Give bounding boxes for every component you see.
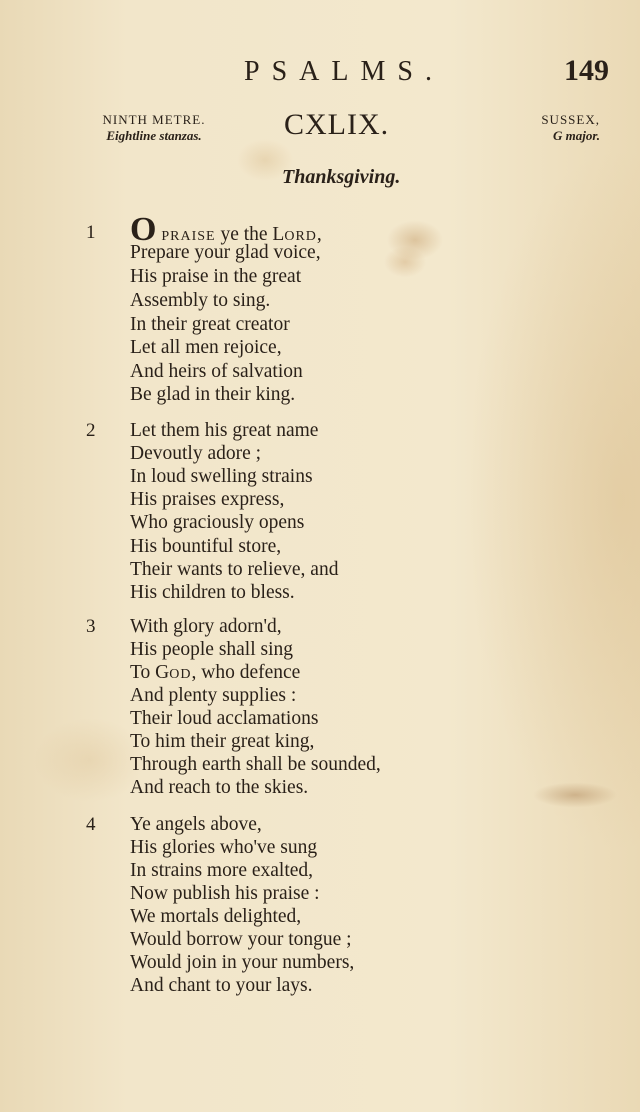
stanza-line: To him their great king, (130, 731, 315, 752)
tune-note (500, 112, 600, 144)
stanza-line: In loud swelling strains (130, 466, 313, 487)
stanza-line: And heirs of salvation (130, 361, 303, 382)
stanza-line: Devoutly adore ; (130, 443, 262, 464)
stanza-line: His children to bless. (130, 582, 295, 603)
line-text: ye the (215, 224, 273, 245)
line-punct: , (316, 224, 322, 245)
stanza-line: Let all men rejoice, (130, 337, 282, 358)
stanza-line: We mortals delighted, (130, 906, 302, 927)
stanza-line: His glories who've sung (130, 837, 318, 858)
stanza-line: Be glad in their king. (130, 384, 296, 405)
stanza-line: Let them his great name (130, 420, 319, 441)
stanza-number: 1 (86, 222, 96, 243)
stanza-line: Their wants to relieve, and (130, 559, 339, 580)
stanza-number: 4 (86, 814, 96, 835)
drop-initial: O (130, 211, 157, 248)
stanza-line: Prepare your glad voice, (130, 242, 321, 263)
stanza-line: Would join in your numbers, (130, 952, 355, 973)
tune-name: SUSSEX, (541, 112, 600, 127)
god-small-caps: OD (169, 667, 192, 682)
stanza-line: Through earth shall be sounded, (130, 754, 381, 775)
line-suffix: , who defence (191, 662, 301, 683)
tune-key: G major. (553, 128, 600, 143)
stanza-line: Who graciously opens (130, 512, 305, 533)
line-prefix: To G (130, 662, 170, 683)
page-number: 149 (564, 54, 609, 87)
stanza-line: Ye angels above, (130, 814, 262, 835)
stanza-line: His bountiful store, (130, 536, 282, 557)
stanza-line: In strains more exalted, (130, 860, 314, 881)
stanza-line: Their loud acclamations (130, 708, 319, 729)
stanza-line: Would borrow your tongue ; (130, 929, 352, 950)
stanza-line: His people shall sing (130, 639, 294, 660)
stanza-line: His praises express, (130, 489, 285, 510)
running-head: PSALMS. (244, 56, 444, 87)
stanza-line: Assembly to sing. (130, 290, 271, 311)
stanza-form-label: Eightline stanzas. (106, 128, 202, 143)
stanza-line: And chant to your lays. (130, 975, 313, 996)
stanza-line: And reach to the skies. (130, 777, 309, 798)
stanza-number: 2 (86, 420, 96, 441)
stanza-line: Now publish his praise : (130, 883, 320, 904)
stanza-line: His praise in the great (130, 266, 302, 287)
stanza-line: In their great creator (130, 314, 290, 335)
stanza-line: And plenty supplies : (130, 685, 297, 706)
psalm-number: CXLIX. (284, 108, 390, 141)
metre-note (84, 112, 224, 144)
stanza-line: With glory adorn'd, (130, 616, 282, 637)
lord-initial: L (272, 224, 285, 245)
metre-label: NINTH METRE. (102, 112, 206, 127)
stanza-number: 3 (86, 616, 96, 637)
small-caps-word: PRAISE (161, 229, 216, 244)
stanza-line (130, 662, 300, 684)
lord-small-caps: ORD (284, 229, 317, 244)
psalm-subtitle: Thanksgiving. (282, 166, 401, 188)
